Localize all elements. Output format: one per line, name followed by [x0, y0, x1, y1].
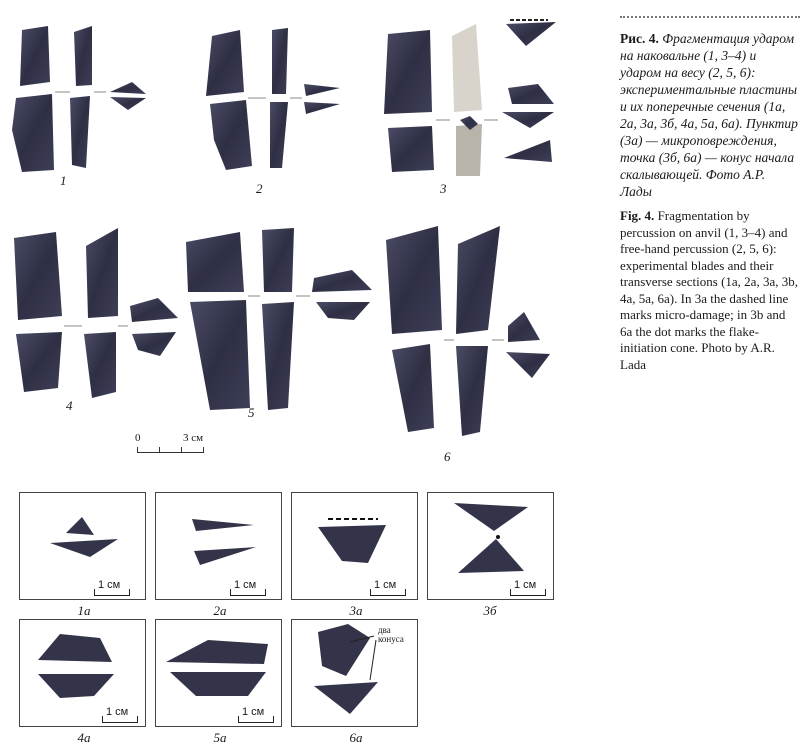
blade-3: [384, 22, 556, 176]
scale-bar-3cm: [133, 432, 208, 462]
label-5: 5: [248, 405, 255, 420]
panel-4a: [19, 619, 146, 727]
panel-6a: [291, 619, 418, 727]
blade-2: [206, 28, 340, 170]
panel-2a: [155, 492, 282, 600]
label-6a: 6а: [349, 730, 363, 745]
label-2a: 2а: [213, 603, 227, 618]
label-1a: 1а: [77, 603, 91, 618]
scale-1a: 1 см: [98, 579, 121, 591]
panel-3b: [427, 492, 554, 600]
blade-6: [386, 226, 550, 436]
scale-3a: 1 см: [374, 579, 397, 591]
scale-5a: 1 см: [242, 706, 265, 718]
label-2: 2: [256, 181, 263, 196]
caption-ru: [620, 30, 800, 200]
caption: [620, 16, 800, 373]
scale-4a: 1 см: [106, 706, 129, 718]
section-1a-artwork: [20, 493, 145, 599]
callout-two-cones: два конуса: [378, 625, 404, 644]
caption-en: [620, 208, 800, 373]
caption-ru-title: Рис. 4.: [620, 31, 659, 46]
label-3: 3: [440, 181, 447, 196]
caption-en-text: Fragmentation by percussion on anvil (1, 3–4) and free-hand percussion (2, 5, 6): experimental blades and their transverse sections (1a, 2a, 3a, 3b, 4a, 5a, 6a). In 3a the dashed line marks micro-damage; in 3b and 6a the dot marks the flake-initiation cone. Photo by A.R. Lada: [620, 208, 798, 372]
section-3a-artwork: [292, 493, 417, 599]
panel-3a: [291, 492, 418, 600]
panel-5a: [155, 619, 282, 727]
panel-1a: [19, 492, 146, 600]
label-3b: 3б: [483, 603, 497, 618]
label-3a: 3а: [349, 603, 363, 618]
label-1: 1: [60, 173, 67, 188]
label-5a: 5а: [213, 730, 227, 745]
caption-en-title: Fig. 4.: [620, 208, 655, 223]
label-4a: 4а: [77, 730, 91, 745]
blades-artwork: [0, 0, 610, 480]
section-2a-artwork: [156, 493, 281, 599]
label-4: 4: [66, 398, 73, 413]
scale-three: 3 см: [183, 432, 204, 444]
caption-rule: [620, 16, 800, 18]
label-6: 6: [444, 449, 451, 464]
scale-2a: 1 см: [234, 579, 257, 591]
scale-zero: 0: [135, 432, 141, 444]
blade-5: [186, 228, 372, 410]
scale-3b: 1 см: [514, 579, 537, 591]
blade-1: [12, 26, 146, 172]
blade-4: [14, 228, 178, 398]
caption-ru-text: Фрагментация ударом на наковальне (1, 3–4) и ударом на весу (2, 5, 6): экспериментальные пластины и их поперечные сечения (1а, 2а, 3а, 3б, 4а, 5а, 6а). Пунктир (3а) — микроповреждения, точка (3б, 6а) — конус начала скалывающей. Фото А.Р. Лады: [620, 31, 798, 199]
